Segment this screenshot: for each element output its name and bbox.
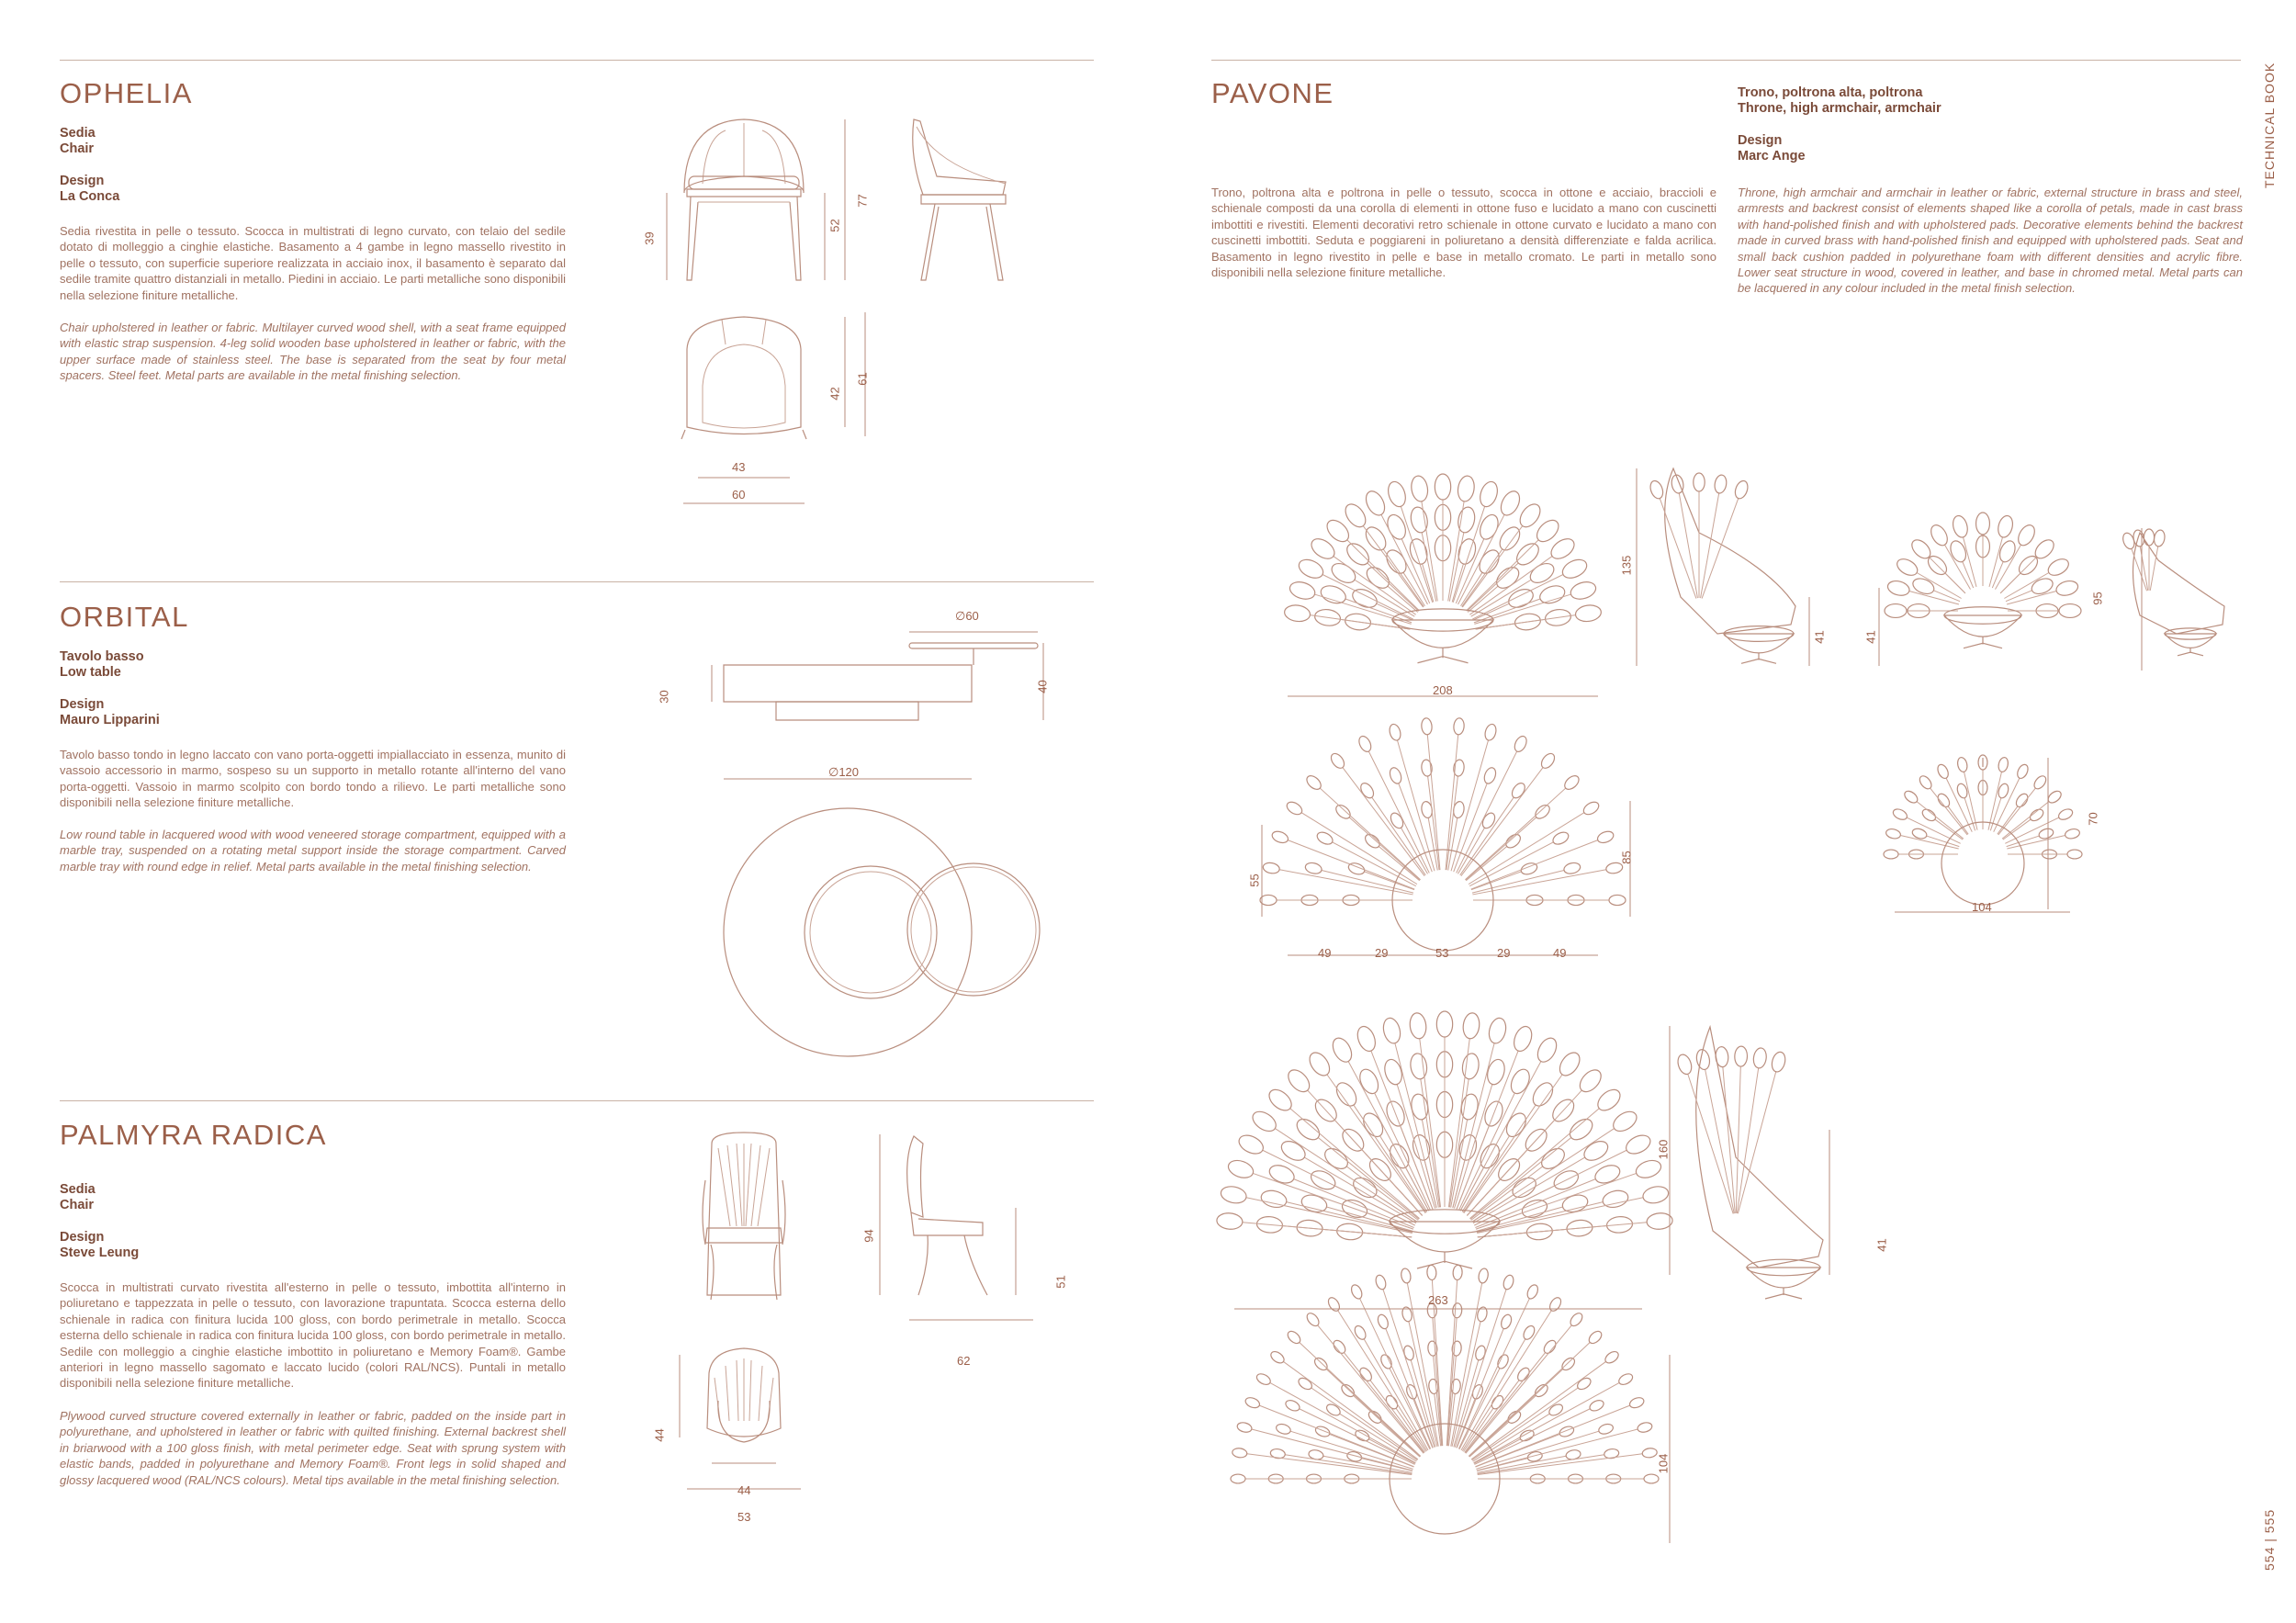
dim-armchair-seat: 41 [1863, 630, 1878, 644]
description-it-orbital: Tavolo basso tondo in legno laccato con vano porta-oggetti impiallacciato in essenza, munito di vassoio accessorio in marmo, sospeso su un supporto in metallo rotante all'interno del vano porta-oggetti. Vassoio in marmo scolpito con bordo tondo a rilievo. Le parti metalliche sono disponibili nella selezione finiture metalliche. [60, 748, 566, 810]
divider-pavone [1211, 60, 2241, 61]
design-label: Design [60, 697, 105, 712]
designer-name: La Conca [60, 189, 120, 204]
type-it: Trono, poltrona alta, poltrona [1738, 85, 1923, 100]
dim-plan-front: 55 [1247, 873, 1262, 887]
type-it: Tavolo basso [60, 649, 144, 664]
dim-width: 60 [732, 488, 746, 502]
description-en-orbital: Low round table in lacquered wood with wood veneered storage compartment, equipped with a marble tray, suspended on a rotating metal support inside the storage compartment. Carved marble tray with round edge in relief. Metal parts available in the metal finishing selection. [60, 828, 566, 873]
type-en: Chair [60, 141, 95, 156]
dim-width: 53 [737, 1510, 751, 1524]
dim-depth: 62 [957, 1354, 971, 1368]
designer-name: Steve Leung [60, 1245, 140, 1260]
type-it: Sedia [60, 1182, 96, 1197]
design-label: Design [1738, 133, 1783, 148]
dim-tray-diameter: ∅60 [955, 609, 979, 623]
dim-depth-inner: 42 [827, 387, 842, 400]
dim-segment-4: 29 [1497, 946, 1511, 960]
description-en-pavone: Throne, high armchair and armchair in leather or fabric, external structure in brass and steel, armrests and backrest consist of elements shaped like a corolla of petals, made in cast brass with hand-polished finish and with upholstered pads. Decorative elements behind the backrest made in curved brass with hand-polished finish and equipped with upholstered pads. Seat and small back cushion padded in polyurethane foam with different densities and acrylic fibre. Lower seat structure in wood, covered in leather, and base in chromed metal. Metal parts can be lacquered in any colour included in the metal finish selection. [1738, 186, 2243, 296]
side-label: TECHNICAL BOOK [2262, 62, 2277, 188]
product-title-ophelia: OPHELIA [60, 77, 193, 109]
dim-height: 30 [657, 690, 671, 704]
description-en-ophelia: Chair upholstered in leather or fabric. Multilayer curved wood shell, with a seat frame equipped with elastic strap suspension. 4-leg solid wooden base upholstered in leather or fabric, with the upper surface made of stainless steel. The base is separated from the seat by four metal spacers. Steel feet. Metal parts are available in the metal finishing selection. [60, 321, 566, 383]
dim-seat-height: 51 [1053, 1275, 1068, 1289]
design-label: Design [60, 1230, 105, 1245]
palmyra-drawing [661, 1125, 1084, 1529]
description-en-palmyra: Plywood curved structure covered externally in leather or fabric, padded on the inside part in polyurethane, and upholstered in leather or fabric with quilted finishing. External backrest shell in briarwood with a 100 gloss finish, with metal perimeter edge. Seat with sprung system with elastic bands, padded in polyurethane and Memory Foam®. Front legs in solid shaped and glossy lacquered wood (RAL/NCS colours). Metal tips available in the metal finishing selection. [60, 1409, 566, 1487]
dim-armchair-height: 95 [2090, 592, 2105, 605]
product-title-palmyra: PALMYRA RADICA [60, 1119, 327, 1151]
product-type-palmyra [60, 1182, 96, 1213]
ophelia-front-drawing [661, 110, 1047, 514]
type-it: Sedia [60, 126, 96, 141]
designer-block-pavone [1738, 133, 1806, 164]
dim-throne-c-seat: 41 [1874, 1238, 1889, 1252]
designer-block-orbital [60, 697, 160, 728]
type-en: Throne, high armchair, armchair [1738, 101, 1941, 116]
page-numbers: 554 | 555 [2262, 1508, 2277, 1571]
dim-plan-depth: 85 [1619, 851, 1634, 864]
design-label: Design [60, 174, 105, 188]
dim-segment-2: 29 [1375, 946, 1389, 960]
product-type-orbital [60, 649, 144, 681]
description-it-ophelia: Sedia rivestita in pelle o tessuto. Scocca in multistrati di legno curvato, con telaio del sedile dotato di molleggio a cinghie elastiche. Basamento a 4 gambe in legno massello rivestito in pelle o tessuto, con superficie superiore realizzata in acciaio inox, il basamento è separato dal sedile tramite quattro distanziali in metallo. Piedini in acciaio. Le parti metalliche sono disponibili nella selezione finiture metalliche. [60, 224, 566, 302]
product-type-pavone [1738, 85, 1941, 117]
dim-throne-a-width: 208 [1433, 683, 1453, 697]
type-en: Chair [60, 1198, 95, 1212]
dim-depth: 61 [855, 372, 870, 386]
dim-throne-c-height: 160 [1656, 1139, 1671, 1160]
designer-block-palmyra [60, 1230, 139, 1261]
dim-total-height: 40 [1035, 680, 1050, 693]
dim-width-inner: 43 [732, 460, 746, 474]
dim-throne-a-height: 135 [1619, 555, 1634, 576]
dim-depth-inner: 44 [652, 1428, 667, 1442]
dim-armchair-plan-width: 104 [1972, 900, 1992, 914]
dim-height: 94 [861, 1229, 876, 1243]
dim-segment-5: 49 [1553, 946, 1567, 960]
dim-width-inner: 44 [737, 1483, 751, 1497]
product-title-orbital: ORBITAL [60, 601, 189, 633]
orbital-drawing [661, 606, 1065, 1065]
designer-name: Marc Ange [1738, 149, 1806, 163]
description-it-pavone: Trono, poltrona alta e poltrona in pelle o tessuto, scocca in ottone e acciaio, braccioli e schienale composti da una corolla di elementi in ottone fuso e lucidato a mano con cuscinetti imbottiti e rivestiti. Elementi decorativi retro schienale in ottone curvato e lucidato a mano con cuscinetti imbottiti. Seduta e poggiareni in poliuretano a densità differenziate e falda acrilica. Basamento in legno rivestito in pelle e base in metallo cromato. Le parti in metallo sono disponibili nella selezione finiture metalliche. [1211, 186, 1716, 280]
dim-segment-3: 53 [1435, 946, 1449, 960]
dim-segment-1: 49 [1318, 946, 1332, 960]
dim-armchair-plan-depth: 70 [2086, 812, 2100, 826]
dim-diameter: ∅120 [828, 765, 860, 779]
dim-arm-height: 52 [827, 219, 842, 232]
product-type-ophelia [60, 126, 96, 157]
divider-palmyra [60, 1100, 1094, 1101]
designer-name: Mauro Lipparini [60, 713, 160, 727]
dim-throne-c-plan-depth: 104 [1656, 1453, 1671, 1474]
divider-orbital [60, 581, 1094, 582]
dim-throne-c-width: 263 [1428, 1293, 1448, 1307]
dim-throne-a-seat: 41 [1812, 630, 1827, 644]
dim-total-height: 77 [855, 194, 870, 208]
description-it-palmyra: Scocca in multistrati curvato rivestita all'esterno in pelle o tessuto, imbottita all'interno in poliuretano e tappezzata in pelle o tessuto, con lavorazione trapuntata. Scocca esterna dello schienale in radica con finitura lucida 100 gloss, con bordo perimetrale in metallo. Scocca esterna dello schienale in radica con finitura lucida 100 gloss, con bordo perimetrale in metallo. Sedile con molleggio a cinghie elastiche imbottito in poliuretano e Memory Foam®. Gambe anteriori in legno massello sagomato e laccato lucido (colori RAL/NCS). Puntali in metallo disponibili nella selezione finiture metalliche. [60, 1280, 566, 1391]
product-title-pavone: PAVONE [1211, 77, 1334, 109]
type-en: Low table [60, 665, 121, 680]
designer-block-ophelia [60, 174, 119, 205]
pavone-drawings [1221, 459, 2232, 1543]
dim-seat-height: 39 [642, 231, 657, 245]
divider-ophelia [60, 60, 1094, 61]
